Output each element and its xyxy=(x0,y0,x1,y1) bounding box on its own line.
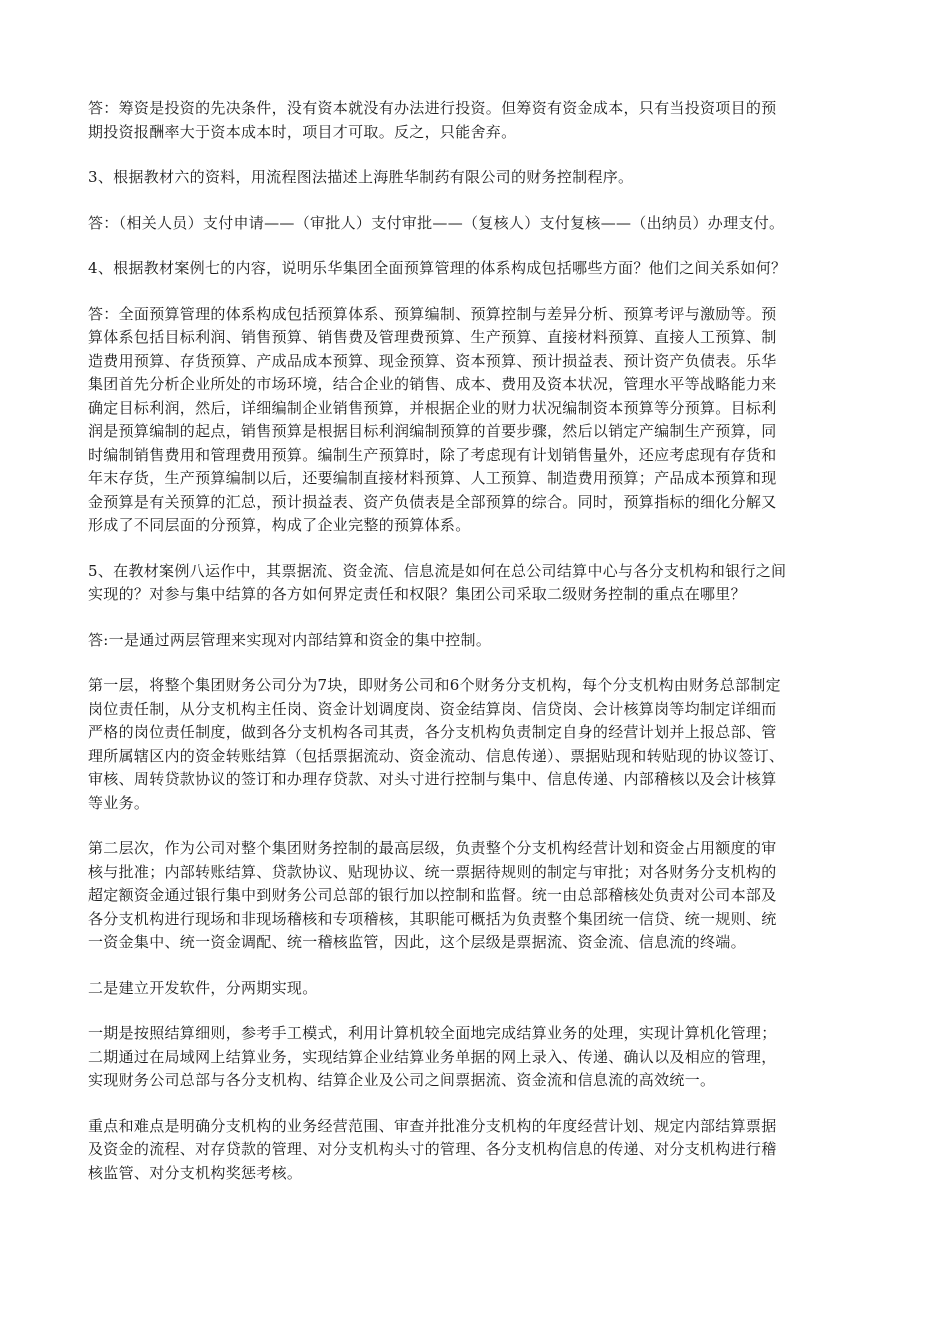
answer-5-first-layer: 第一层，将整个集团财务公司分为7块，即财务公司和6个财务分支机构，每个分支机构由财务总部制定 岗位责任制，从分支机构主任岗、资金计划调度岗、资金结算岗、信贷岗、会计核算岗等均制定详细而 严格的岗位责任制度，做到各分支机构各司其责，各分支机构负责制定自身的经营计划并上报总部、管 理所属辖区内的资金转账结算（包括票据流动、资金流动、信息传递）、票据贴现和转贴现的协议签订、 审核、周转贷款协议的签订和办理存贷款、对头寸进行控制与集中、信息传递、内部稽核以及会计核算 等业务。 xyxy=(88,676,785,812)
answer-5-second-layer: 第二层次，作为公司对整个集团财务控制的最高层级，负责整个分支机构经营计划和资金占用额度的审 核与批准；内部转账结算、贷款协议、贴现协议、统一票据待规则的制定与审批；对各财务分支机构的 超定额资金通过银行集中到财务公司总部的银行加以控制和监督。统一由总部稽核处负责对公司本部及 各分支机构进行现场和非现场稽核和专项稽核，其职能可概括为负责整个集团统一信贷、统一规则、统 一资金集中、统一资金调配、统一稽核监管，因此，这个层级是票据流、资金流、信息流的终端。 xyxy=(88,839,777,951)
answer-4: 答：全面预算管理的体系构成包括预算体系、预算编制、预算控制与差异分析、预算考评与激励等。预 算体系包括目标利润、销售预算、销售费及管理费预算、生产预算、直接材料预算、直接人工预算、制 造费用预算、存货预算、产成品成本预算、现金预算、资本预算、预计损益表、预计资产负债表。乐华 集团首先分析企业所处的市场环境，结合企业的销售、成本、费用及资本状况，管理水平等战略能力来 确定目标利润，然后，详细编制企业销售预算，并根据企业的财力状况编制资本预算等分预算。目标利 润是预算编制的起点，销售预算是根据目标利润编制预算的首要步骤，然后以销定产编制生产预算，同 时编制销售费用和管理费用预算。编制生产预算时，除了考虑现有计划销售量外，还应考虑现有存货和 年末存货，生产预算编制以后，还要编制直接材料预算、人工预算、制造费用预算；产品成本预算和现 金预算是有关预算的汇总，预计损益表、资产负债表是全部预算的综合。同时，预算指标的细化分解又 形成了不同层面的分预算，构成了企业完整的预算体系。 xyxy=(88,304,777,534)
answer-5-phases: 一期是按照结算细则，参考手工模式，利用计算机较全面地完成结算业务的处理，实现计算机化管理； 二期通过在局域网上结算业务，实现结算企业结算业务单据的网上录入、传递、确认以及相应的管理， 实现财务公司总部与各分支机构、结算企业及公司之间票据流、资金流和信息流的高效统一。 xyxy=(88,1024,777,1089)
answer-5-intro: 答:一是通过两层管理来实现对内部结算和资金的集中控制。 xyxy=(88,630,492,649)
question-5: 5、在教材案例八运作中，其票据流、资金流、信息流是如何在总公司结算中心与各分支机构和银行之间 实现的？对参与集中结算的各方如何界定责任和权限？集团公司采取二级财务控制的重点在哪里？ xyxy=(88,561,787,603)
answer-paragraph-financing: 答：筹资是投资的先决条件，没有资本就没有办法进行投资。但筹资有资金成本，只有当投资项目的预 期投资报酬率大于资本成本时，项目才可取。反之，只能舍弃。 xyxy=(88,99,777,141)
answer-5-software: 二是建立开发软件，分两期实现。 xyxy=(88,978,318,997)
question-4: 4、根据教材案例七的内容，说明乐华集团全面预算管理的体系构成包括哪些方面？他们之间关系如何？ xyxy=(88,259,787,277)
answer-3: 答：（相关人员）支付申请——（审批人）支付审批——（复核人）支付复核——（出纳员）办理支付。 xyxy=(88,213,785,232)
question-3: 3、根据教材六的资料，用流程图法描述上海胜华制药有限公司的财务控制程序。 xyxy=(88,168,634,186)
document-body xyxy=(88,97,860,1207)
answer-5-key-points: 重点和难点是明确分支机构的业务经营范围、审查并批准分支机构的年度经营计划、规定内部结算票据 及资金的流程、对存贷款的管理、对分支机构头寸的管理、各分支机构信息的传递、对分支机构进行稽 核监管、对分支机构奖惩考核。 xyxy=(88,1116,777,1182)
